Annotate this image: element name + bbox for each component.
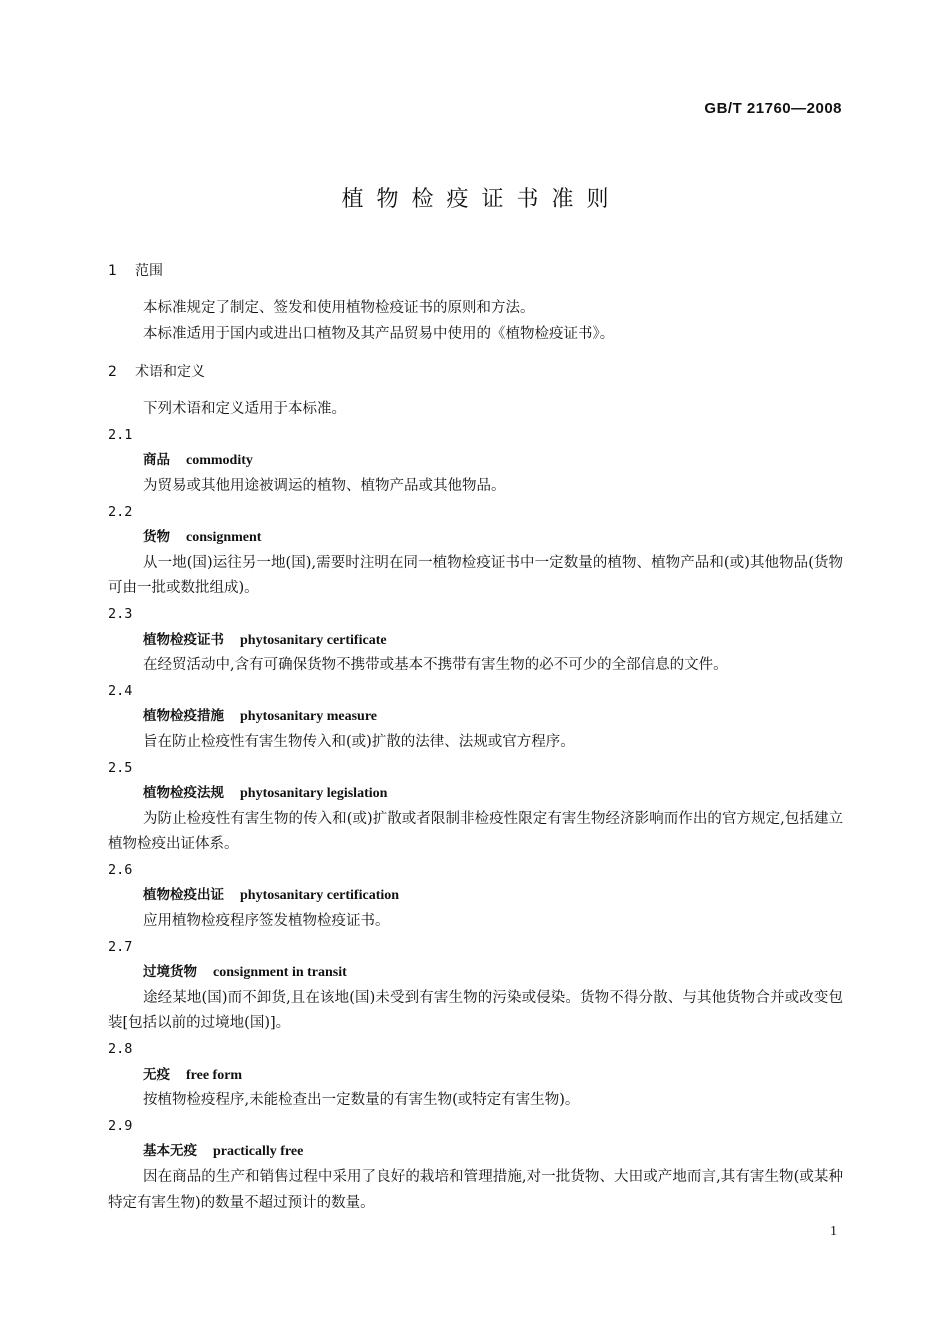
term-name [108,1063,843,1089]
term-name [108,704,843,730]
term-name [108,448,843,474]
term-number: 2.9 [108,1117,133,1134]
term-entry [108,423,843,500]
term-number: 2.2 [108,503,133,520]
term-name-chinese: 基本无疫 [143,1143,197,1160]
term-name-chinese: 货物 [143,529,170,546]
term-number: 2.4 [108,682,133,699]
term-name-english: phytosanitary measure [240,709,378,725]
term-name-english: phytosanitary legislation [240,786,388,802]
term-entry [108,1114,843,1216]
term-entry [108,935,843,1037]
term-name [108,525,843,551]
term-number: 2.8 [108,1041,133,1058]
term-name [108,1139,843,1165]
term-name-chinese: 无疫 [143,1066,170,1083]
term-name-english: consignment [186,530,262,546]
term-number: 2.6 [108,861,133,878]
term-entry [108,602,843,679]
terms-list [108,423,843,1216]
term-name-chinese: 植物检疫措施 [143,708,224,725]
term-definition: 在经贸活动中,含有可确保货物不携带或基本不携带有害生物的必不可少的全部信息的文件。 [143,657,728,674]
term-number: 2.7 [108,938,133,955]
term-name-chinese: 植物检疫出证 [143,887,224,904]
term-definition: 为贸易或其他用途被调运的植物、植物产品或其他物品。 [143,477,506,494]
term-name-english: practically free [213,1144,304,1160]
term-name-chinese: 过境货物 [143,964,197,981]
term-number: 2.5 [108,759,133,776]
term-definition: 因在商品的生产和销售过程中采用了良好的栽培和管理措施,对一批货物、大田或产地而言,其有害生物(或某种特定有害生物)的数量不超过预计的数量。 [108,1169,843,1211]
term-number: 2.1 [108,426,133,443]
term-definition: 为防止检疫性有害生物的传入和(或)扩散或者限制非检疫性限定有害生物经济影响而作出的官方规定,包括建立植物检疫出证体系。 [108,810,843,853]
section-2-heading [108,359,843,385]
term-number: 2.3 [108,605,133,622]
section-title: 术语和定义 [135,364,205,381]
term-name [108,960,843,986]
term-entry [108,500,843,602]
term-name [108,883,843,909]
term-entry [108,1037,843,1114]
term-name-chinese: 植物检疫证书 [143,631,224,648]
standard-code: GB/T 21760—2008 [704,100,842,117]
term-name-english: phytosanitary certificate [240,632,387,648]
page-number: 1 [830,1224,837,1239]
term-name-english: commodity [186,453,253,469]
term-definition: 旨在防止检疫性有害生物传入和(或)扩散的法律、法规或官方程序。 [143,733,575,750]
term-name-english: free form [186,1067,243,1083]
section-number: 2 [108,364,117,381]
section-1-heading [108,258,843,284]
term-entry [108,756,843,858]
term-definition: 从一地(国)运往另一地(国),需要时注明在同一植物检疫证书中一定数量的植物、植物产品和(或)其他物品(货物可由一批或数批组成)。 [108,554,843,597]
term-entry [108,679,843,756]
term-name-english: consignment in transit [213,965,347,981]
section-2-intro: 下列术语和定义适用于本标准。 [143,401,346,418]
term-definition: 途经某地(国)而不卸货,且在该地(国)未受到有害生物的污染或侵染。货物不得分散、与其他货物合并或改变包装[包括以前的过境地(国)]。 [108,989,843,1032]
section-1-paragraph: 本标准适用于国内或进出口植物及其产品贸易中使用的《植物检疫证书》。 [143,325,615,342]
term-name-chinese: 商品 [143,452,170,469]
document-body [108,258,843,1216]
section-number: 1 [108,263,117,279]
term-name [108,628,843,654]
term-entry [108,858,843,935]
section-title: 范围 [135,263,163,279]
term-name [108,781,843,807]
term-definition: 按植物检疫程序,未能检查出一定数量的有害生物(或特定有害生物)。 [143,1092,580,1109]
document-title: 植物检疫证书准则 [341,187,622,212]
section-1-paragraph: 本标准规定了制定、签发和使用植物检疫证书的原则和方法。 [143,300,535,316]
term-definition: 应用植物检疫程序签发植物检疫证书。 [143,913,390,930]
term-name-chinese: 植物检疫法规 [143,785,224,802]
term-name-english: phytosanitary certification [240,888,400,904]
